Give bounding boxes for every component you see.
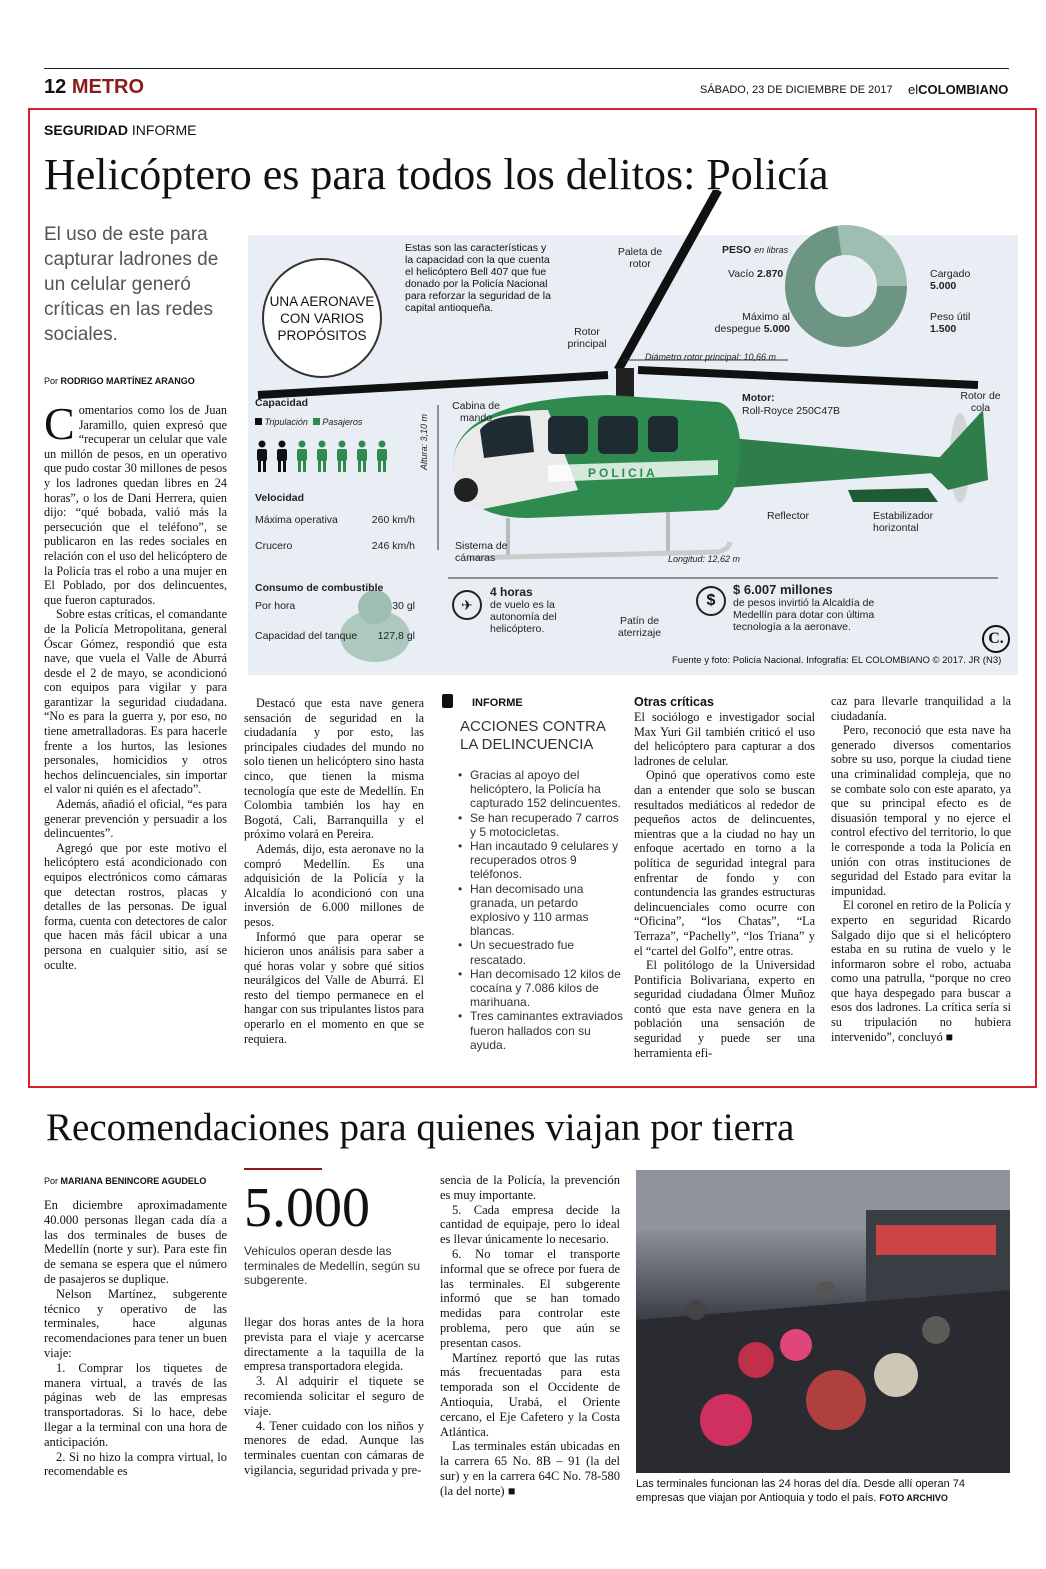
article1-column-2: Destacó que esta nave genera sensación de seguridad en la ciudadanía y por esto, las principales ciudades del mundo no solo tienen un helicóptero sino hasta cinco, que tienen la misma tecnología que este de Medellín. En Colombia también los hay en Bogotá, Cali, Barranquilla y el próximo volará en Pereira. Además, dijo, esta aeronave no la compró Medellín. Es una adquisición de la Policía y la Alcaldía lo acondicionó con una inversión de 6.000 millones de pesos. Informó que para operar se hicieron unos análisis para saber a qué horas volar y sobre qué sitios neurálgicos del Valle de Aburrá. El resto del tiempo permanece en el hangar con sus tripulantes listos para operarlo en el momento en que se requiera. (244, 696, 424, 1046)
dek: El uso de este para capturar ladrones de un celular generó críticas en las redes sociales. (44, 224, 219, 345)
list-item: • Un secuestrado fue rescatado. (458, 938, 628, 966)
label-estabilizador: Estabilizador horizontal (873, 510, 934, 534)
sidebar-label: INFORME (472, 697, 523, 709)
sidebar-list (458, 768, 628, 1052)
passenger-person-icon (335, 440, 349, 472)
combustible-row: Capacidad del tanque 127,8 gl (255, 630, 415, 642)
infographic-credit: Fuente y foto: Policía Nacional. Infografía: EL COLOMBIANO © 2017. JR (N3) (672, 655, 1002, 666)
label-cabina: Cabina de mando (452, 400, 500, 424)
headline: Helicóptero es para todos los delitos: Policía (44, 150, 829, 199)
newspaper-brand: elCOLOMBIANO (908, 82, 1009, 97)
article1-column-5: caz para llevarle tranquilidad a la ciudadanía. Pero, reconoció que esta nave ha generado diversos comentarios sobre su uso, porque la ciudad tiene una criminalidad compleja, que no se combate solo con este aparato, ya que su principal efecto es de disuasión temporal y no ejerce el control efectivo del territorio, lo que le corresponde a toda la Policía en unión con otras instituciones de seguridad del Estado para evitar la impunidad. El coronel en retiro de la Policía y experto en seguridad Ricardo Salgado dijo que si el helicóptero estaba en su rutina de vuelo y le informaron sobre el robo, actuaba como una patrulla, “porque no creo que haya despegado para buscar a esos dos ladrones. La crítica sería si su tripulación no hubiera intervenido”, concluyó ■ (831, 694, 1011, 1044)
terminal-photo-art (636, 1170, 1010, 1473)
big-number: 5.000 (244, 1177, 370, 1239)
label-reflector: Reflector (767, 510, 810, 522)
kicker: SEGURIDAD INFORME (44, 122, 197, 138)
article1-column-1: Comentarios como los de Juan Jaramillo, quien expresó que “recuperar un celular que vale un millón de pesos, en un operativo que pudo costar 30 millones de pesos y los ladrones quedan libres en 24 horas”, o los de Dani Herrera, quien dijo: “qué bobada, valió más la persecución que el teléfono”, se publicaron en las redes sociales en relación con el uso del helicóptero de la Policía tras el robo a una mujer en El Poblado, por dos delincuentes, que fueron capturados. Sobre estas críticas, el comandante de la Policía Metropolitana, general Óscar Gómez, respondió que esta nave, que vuela el Valle de Aburrá desde el 2 de mayo, se acondicionó con equipos para vigilar y para garantizar la seguridad ciudadana. “No es para la guerra y, por eso, no tiene ametralladoras. Es para hacerle frente a los hurtos, las lesiones personales, homicidios y otros hechos delincuenciales, sin importar el valor ni quién es el afectado”. Además, añadió el oficial, “es para generar prevención y persuadir a los delincuentes”. Agregó que por este motivo el helicóptero está acondicionado con equipos electrónicos como cámaras que detectan rostros, placas y detalles de las personas. De igual forma, cuenta con detectores de calor que hacen más fácil ubicar a una persona en cualquier sitio, así se oculte. (44, 398, 227, 972)
combustible-title: Consumo de combustible (255, 582, 384, 594)
byline-2: Por MARIANA BENINCORE AGUDELO (44, 1176, 207, 1186)
autonomia: 4 horas de vuelo es la autonomía del helicóptero. (490, 585, 557, 635)
label-motor-value: Roll-Royce 250C47B (742, 405, 841, 417)
list-item: • Tres caminantes extraviados fueron hallados con su ayuda. (458, 1009, 628, 1052)
fuselage-text: POLICIA (588, 466, 658, 480)
terminal-photo (636, 1170, 1010, 1473)
list-item: • Han decomisado una granada, un petardo explosivo y 110 armas blancas. (458, 882, 628, 939)
combustible-row: Por hora 30 gl (255, 600, 415, 612)
number-rule (244, 1168, 322, 1170)
peso-maximo: Máximo al despegue 5.000 (714, 311, 790, 335)
helicopter-icon: ✈ (452, 590, 482, 620)
label-motor-title: Motor: (742, 392, 775, 404)
edition-date: SÁBADO, 23 DE DICIEMBRE DE 2017 (700, 84, 893, 96)
label-rotor-principal: Rotor principal (567, 326, 607, 350)
section-name: METRO (71, 76, 145, 98)
dropcap: C (44, 398, 75, 449)
list-item: • Han incautado 9 celulares y recuperados otros 9 teléfonos. (458, 839, 628, 882)
top-rule (44, 68, 1009, 69)
sidebar-title: ACCIONES CONTRA LA DELINCUENCIA (460, 718, 606, 753)
list-item: • Gracias al apoyo del helicóptero, la Policía ha capturado 152 delincuentes. (458, 768, 628, 811)
passenger-person-icon (375, 440, 389, 472)
logo: C. (982, 625, 1010, 653)
label-altura: Altura: 3,10 m (419, 413, 429, 470)
infographic-intro: Estas son las características y la capacidad con la que cuenta el helicóptero Bell 407 que fue donado por la Policía Nacional para reforzar la seguridad de la capital antioqueña. (405, 242, 551, 314)
label-paleta: Paleta de rotor (617, 246, 663, 270)
photo-caption: Las terminales funcionan las 24 horas del día. Desde allí operan 74 empresas que viajan por Antioquia y todo el país. FOTO ARCHIVO (636, 1478, 965, 1504)
passenger-person-icon (355, 440, 369, 472)
peso-util: Peso útil 1.500 (930, 311, 971, 335)
label-patin: Patín de aterrizaje (617, 615, 662, 639)
label-longitud: Longitud: 12,62 m (668, 554, 741, 564)
velocidad-title: Velocidad (255, 492, 305, 504)
list-item: • Han decomisado 12 kilos de cocaína y 7.086 kilos de marihuana. (458, 967, 628, 1010)
capacidad-legend: Tripulación Pasajeros (255, 416, 362, 428)
velocidad-row: Máxima operativa 260 km/h (255, 514, 415, 526)
peso-vacio: Vacío 2.870 (728, 268, 784, 280)
big-number-note: Vehículos operan desde las terminales de Medellín, según su subgerente. (244, 1244, 421, 1288)
label-diametro: Diámetro rotor principal: 10,66 m (645, 352, 777, 362)
infographic-title-circle: UNA AERONAVE CON VARIOS PROPÓSITOS (262, 258, 382, 378)
article2-column-2: llegar dos horas antes de la hora prevista para el viaje y acercarse directamente a la taquilla de la empresa transportadora elegida. 3. Al adquirir el tiquete se recomienda solicitar el seguro de viaje. 4. Tener cuidado con los niños y menores de edad. Aunque las terminales cuentan con cámaras de vigilancia, seguridad privada y pre- (244, 1315, 424, 1477)
peso-cargado: Cargado 5.000 (930, 268, 971, 292)
end-mark: ■ (945, 1029, 954, 1044)
report-icon (442, 694, 453, 708)
byline: Por RODRIGO MARTÍNEZ ARANGO (44, 376, 195, 386)
label-sistema-camaras: Sistema de cámaras (455, 540, 508, 564)
inversion: $ 6.007 millones de pesos invirtió la Alcaldía de Medellín para dotar con última tecnología a la aeronave. (733, 582, 875, 633)
passenger-person-icon (295, 440, 309, 472)
headline-2: Recomendaciones para quienes viajan por tierra (46, 1106, 795, 1149)
crew-person-icon (275, 440, 289, 472)
capacidad-title: Capacidad (255, 397, 309, 409)
peso-title: PESO en libras (722, 244, 789, 256)
subhead-otras-criticas: Otras críticas (634, 695, 714, 709)
page-number: 12 METRO (44, 76, 145, 98)
label-rotor-cola: Rotor de cola (960, 390, 1001, 414)
end-mark: ■ (507, 1483, 516, 1498)
crew-person-icon (255, 440, 269, 472)
article2-column-1: En diciembre aproximadamente 40.000 personas llegan cada día a las dos terminales de buses de Medellín (norte y sur). Para este fin de semana se espera que el número de pasajeros se duplique. Nelson Martínez, subgerente técnico y operativo de las terminales, hace algunas recomendaciones para tener un buen viaje: 1. Comprar los tiquetes de manera virtual, a través de las páginas web de las empresas transportadoras. Si lo hace, debe llegar a la terminal con una hora de anticipación. 2. Si no hizo la compra virtual, lo recomendable es (44, 1198, 227, 1479)
capacidad-people (255, 440, 389, 472)
article1-column-4: El sociólogo e investigador social Max Yuri Gil también criticó el uso del helicóptero para capturar a dos ladrones de celular. Opinó que operativos como este dan a entender que solo se buscan resultados mediáticos al rededor de pequeños actos de delincuentes, mientras que a la ciudad no hay un enfoque acertado en torno a la política de seguridad integral para enfrentar de fondo y con contundencia las grandes estructuras delincuenciales como ocurre con “Oficina”, “los Chatas”, “La Terraza”, “Pachelly”, “los Triana” y el “cartel del Golfo”, entre otras. El politólogo de la Universidad Pontificia Bolivariana, experto en seguridad ciudadana Ólmer Muñoz contó que esta nave genera en la población una sensación de seguridad y puede ser una herramienta efi- (634, 710, 815, 1060)
passenger-person-icon (315, 440, 329, 472)
velocidad-row: Crucero 246 km/h (255, 540, 415, 552)
dollar-icon: $ (696, 586, 726, 616)
list-item: • Se han recuperado 7 carros y 5 motocicletas. (458, 811, 628, 839)
article2-column-3: sencia de la Policía, la prevención es muy importante. 5. Cada empresa decide la cantidad de equipaje, pero lo ideal es llevar únicamente lo necesario. 6. No tomar el transporte informal que se ofrece por fuera de las terminales. El subgerente informó que se han tomado medidas para controlar este problema, pero que aún se presentan casos. Martínez reportó que las rutas más frecuentadas para esta temporada son el Occidente de Antioquia, Urabá, el Oriente cercano, el Eje Cafetero y la Costa Atlántica. Las terminales están ubicadas en la carrera 65 No. 8B – 91 (la del sur) y en la carrera 64C No. 78-580 (la del norte) ■ (440, 1173, 620, 1498)
